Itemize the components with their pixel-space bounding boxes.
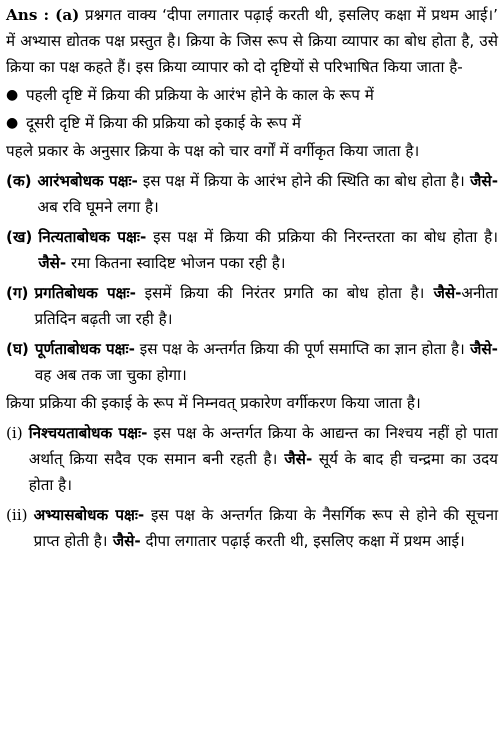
example-label: जैसे- bbox=[424, 284, 462, 302]
answer-intro-text: प्रश्नगत वाक्य ‘दीपा लगातार पढ़ाई करती थी, इसलिए कक्षा में प्रथम आई।’ में अभ्यास द्योतक पक्ष प्रस्तुत है। क्रिया के जिस रूप से क्रिया व्यापार का बोध होता है, उसे क्रिया का पक्ष कहते हैं। इस क्रिया व्यापार को दो दृष्टियों से परिभाषित किया जाता है- bbox=[6, 6, 498, 76]
example-label: जैसे- bbox=[38, 254, 67, 272]
example-label: जैसे- bbox=[464, 172, 498, 190]
item-body bbox=[34, 502, 498, 554]
item-body bbox=[38, 224, 498, 276]
aspect-item-ga bbox=[6, 280, 498, 332]
example-label: जैसे- bbox=[107, 532, 141, 550]
item-body bbox=[35, 336, 498, 388]
item-body bbox=[29, 420, 498, 498]
item-text: इस पक्ष में क्रिया के आरंभ होने की स्थिति का बोध होता है। bbox=[137, 172, 465, 190]
item-term: प्रगतिबोधक पक्षः- bbox=[34, 284, 136, 302]
item-term: आरंभबोधक पक्षः- bbox=[37, 172, 138, 190]
item-term: अभ्यासबोधक पक्षः- bbox=[33, 506, 145, 524]
example-text: दीपा लगातार पढ़ाई करती थी, इसलिए कक्षा में प्रथम आई। bbox=[140, 532, 465, 550]
example-text: सूर्य के बाद ही चन्द्रमा का उदय होता है। bbox=[28, 450, 498, 494]
example-label: जैसे- bbox=[464, 340, 498, 358]
example-label: जैसे- bbox=[277, 450, 313, 468]
item-text: इस पक्ष में क्रिया की प्रक्रिया की निरन्तरता का बोध होता है। bbox=[146, 228, 499, 246]
item-text: इस पक्ष के अन्तर्गत क्रिया के आद्यन्त का निश्चय नहीं हो पाता अर्थात् क्रिया सदैव एक समान बनी रहती है। bbox=[28, 424, 498, 468]
bullet-item-2 bbox=[6, 110, 498, 136]
item-marker: (ii) bbox=[6, 506, 28, 524]
item-term: नित्यताबोधक पक्षः- bbox=[38, 228, 147, 246]
example-text: अब रवि घूमने लगा है। bbox=[37, 198, 159, 216]
aspect-item-ii bbox=[6, 502, 498, 554]
example-text: रमा कितना स्वादिष्ट भोजन पका रही है। bbox=[66, 254, 286, 272]
aspect-item-ka bbox=[6, 168, 498, 220]
bullet-item-1 bbox=[6, 82, 498, 108]
answer-label: Ans : (a) bbox=[6, 6, 80, 24]
bullet-text: पहली दृष्टि में क्रिया की प्रक्रिया के आरंभ होने के काल के रूप में bbox=[26, 86, 374, 104]
second-category-intro: क्रिया प्रक्रिया की इकाई के रूप में निम्नवत् प्रकारेण वर्गीकरण किया जाता है। bbox=[6, 394, 421, 412]
item-body bbox=[34, 280, 498, 332]
aspect-item-gha bbox=[6, 336, 498, 388]
item-text: इस पक्ष के अन्तर्गत क्रिया के नैसर्गिक रूप से होने की सूचना प्राप्त होती है। bbox=[33, 506, 499, 550]
first-category-intro: पहले प्रकार के अनुसार क्रिया के पक्ष को चार वर्गों में वर्गीकृत किया जाता है। bbox=[6, 142, 420, 160]
item-marker: (i) bbox=[6, 424, 23, 442]
item-marker: (ग) bbox=[6, 284, 29, 302]
item-body bbox=[38, 168, 498, 220]
item-marker: (ख) bbox=[6, 228, 33, 246]
answer-intro-paragraph bbox=[6, 2, 498, 80]
example-text: वह अब तक जा चुका होगा। bbox=[34, 366, 187, 384]
aspect-item-kha bbox=[6, 224, 498, 276]
bullet-icon: ● bbox=[6, 87, 19, 103]
bullet-icon: ● bbox=[6, 115, 19, 131]
item-marker: (घ) bbox=[6, 340, 29, 358]
item-marker: (क) bbox=[6, 172, 32, 190]
item-text: इसमें क्रिया की निरंतर प्रगति का बोध होता है। bbox=[135, 284, 425, 302]
example-text: अनीता प्रतिदिन बढ़ती जा रही है। bbox=[34, 284, 498, 328]
item-term: पूर्णताबोधक पक्षः- bbox=[34, 340, 135, 358]
item-term: निश्चयताबोधक पक्षः- bbox=[28, 424, 148, 442]
aspect-item-i bbox=[6, 420, 498, 498]
item-text: इस पक्ष के अन्तर्गत क्रिया की पूर्ण समाप्ति का ज्ञान होता है। bbox=[134, 340, 465, 358]
bullet-text: दूसरी दृष्टि में क्रिया की प्रक्रिया को इकाई के रूप में bbox=[26, 114, 301, 132]
